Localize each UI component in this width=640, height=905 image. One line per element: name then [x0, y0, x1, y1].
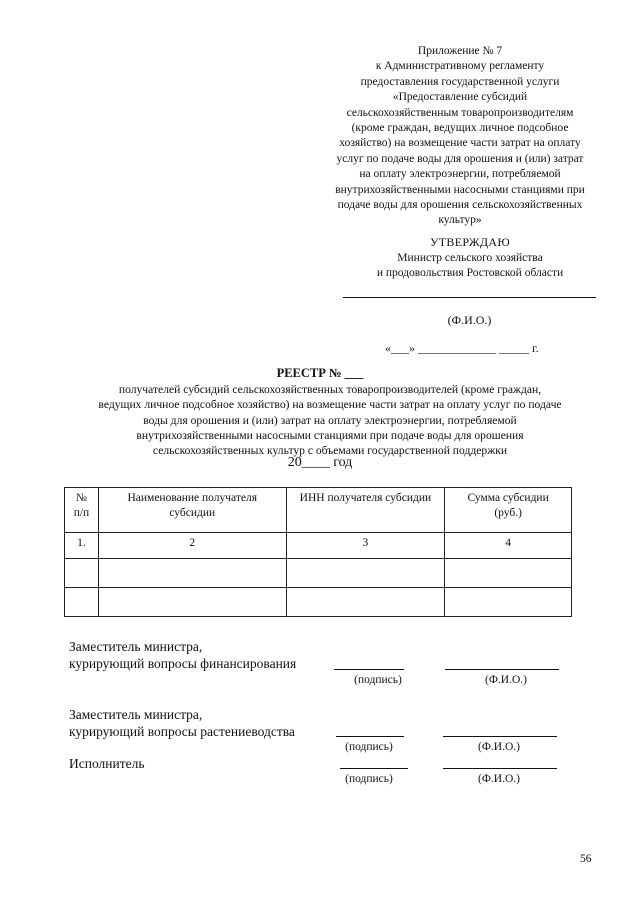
registry-title: РЕЕСТР № ___ — [276, 366, 364, 380]
table-cell: 2 — [98, 533, 286, 559]
table-cell — [445, 588, 572, 617]
registry-description-line: ведущих личное подсобное хозяйство) на возмещение части затрат на оплату услуг по подаче — [98, 398, 562, 412]
appendix-line: хозяйство) на возмещение части затрат на оплату — [339, 137, 581, 150]
appendix-header — [310, 44, 610, 229]
executor-label: Исполнитель — [69, 756, 145, 771]
registry-description-line: внутрихозяйственными насосными станциями при подаче воды для орошения — [136, 428, 524, 442]
table-cell — [98, 559, 286, 588]
approval-position-line: и продовольствия Ростовской области — [376, 267, 564, 279]
finance-signature-line — [334, 669, 404, 670]
approval-block — [325, 235, 615, 282]
table-header-row — [65, 488, 572, 533]
approval-date: «___» _____________ _____ г. — [385, 341, 539, 355]
table-cell — [286, 559, 445, 588]
finance-fio-line — [445, 669, 559, 670]
plant-deputy-label: Заместитель министра, курирующий вопросы растениеводства — [69, 707, 295, 739]
appendix-line: внутрихозяйственными насосными станциями при — [335, 183, 585, 196]
finance-signature-caption: (подпись) — [354, 674, 402, 686]
executor-fio-line — [443, 768, 557, 769]
header-cell-recipient: Наименование получателя субсидии — [98, 488, 286, 533]
table-cell — [65, 559, 99, 588]
plant-signature-line — [336, 736, 404, 737]
approval-signature-line — [343, 297, 596, 298]
appendix-line: (кроме граждан, ведущих личное подсобное — [351, 122, 569, 135]
finance-deputy-label: Заместитель министра, курирующий вопросы финансирования — [69, 639, 297, 671]
table-cell — [65, 588, 99, 617]
registry-table — [64, 487, 572, 617]
plant-fio-caption: (Ф.И.О.) — [478, 741, 520, 753]
registry-year: 20____ год — [287, 455, 353, 470]
executor-signature-caption: (подпись) — [345, 773, 393, 785]
table-cell: 4 — [445, 533, 572, 559]
plant-signature-caption: (подпись) — [345, 741, 393, 753]
appendix-line: услуг по подаче воды для орошения и (или) затрат — [336, 152, 584, 165]
registry-description — [60, 382, 600, 458]
executor-fio-caption: (Ф.И.О.) — [478, 773, 520, 785]
approval-fio-caption: (Ф.И.О.) — [447, 313, 492, 327]
appendix-line: Приложение № 7 — [417, 45, 503, 57]
approval-title: УТВЕРЖДАЮ — [429, 235, 511, 249]
header-cell-inn: ИНН получателя субсидии — [286, 488, 445, 533]
table-row — [65, 588, 572, 617]
page-number: 56 — [580, 853, 592, 865]
table-cell: 3 — [286, 533, 445, 559]
appendix-line: сельскохозяйственным товаропроизводителям — [346, 106, 574, 119]
table-cell: 1. — [65, 533, 99, 559]
plant-fio-line — [443, 736, 557, 737]
approval-position-line: Министр сельского хозяйства — [397, 251, 543, 264]
registry-description-line: получателей субсидий сельскохозяйственных товаропроизводителей (кроме граждан, — [118, 383, 542, 396]
table-cell — [98, 588, 286, 617]
appendix-line: «Предоставление субсидий — [392, 91, 528, 104]
finance-fio-caption: (Ф.И.О.) — [485, 674, 527, 686]
table-cell — [445, 559, 572, 588]
table-numbering-row — [65, 533, 572, 559]
appendix-line: подаче воды для орошения сельскохозяйственных — [337, 199, 583, 212]
appendix-line: культур» — [438, 214, 482, 227]
header-cell-number: № п/п — [65, 488, 99, 533]
appendix-line: к Административному регламенту — [375, 60, 545, 73]
registry-description-line: воды для орошения и (или) затрат на оплату электроэнергии, потребляемой — [143, 413, 517, 427]
header-cell-amount: Сумма субсидии (руб.) — [445, 488, 572, 533]
appendix-line: на оплату электроэнергии, потребляемой — [359, 168, 561, 181]
appendix-line: предоставления государственной услуги — [360, 75, 560, 88]
registry-description-line: сельскохозяйственных культур с объемами государственной поддержки — [152, 444, 508, 458]
table-cell — [286, 588, 445, 617]
table-row — [65, 559, 572, 588]
executor-signature-line — [340, 768, 408, 769]
